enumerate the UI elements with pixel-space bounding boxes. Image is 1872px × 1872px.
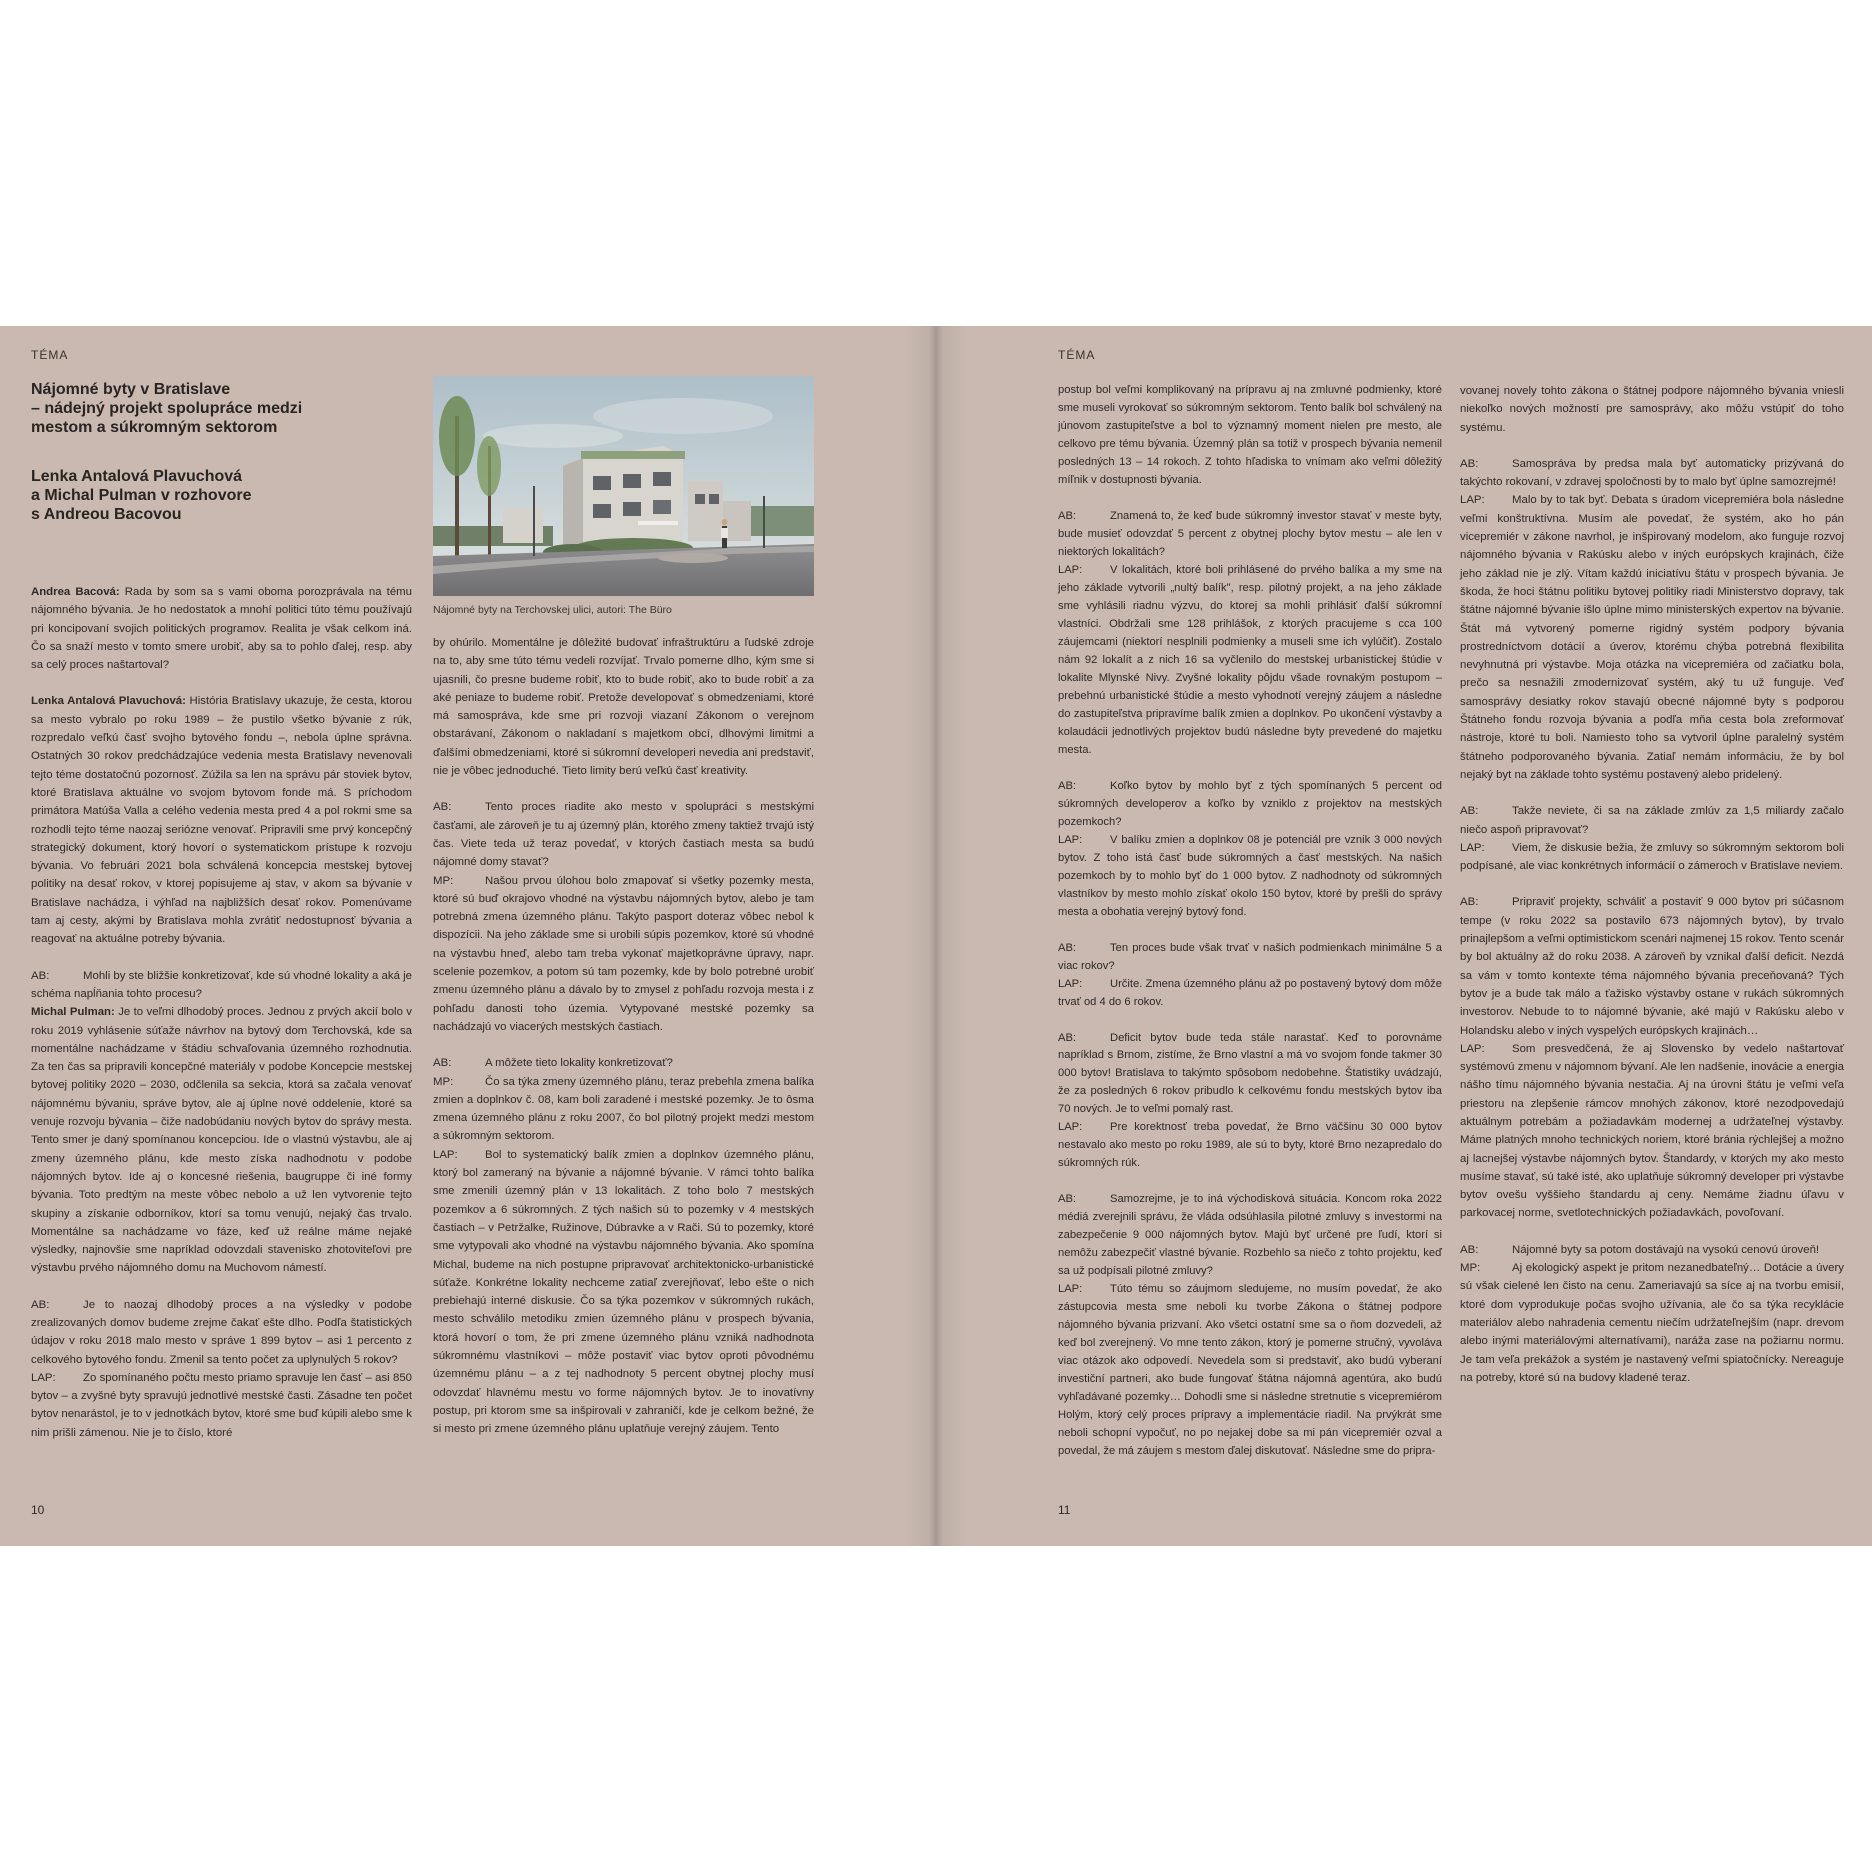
article-title-line: mestom a súkromným sektorom xyxy=(31,419,278,436)
author-line: s Andreou Bacovou xyxy=(31,506,182,523)
speaker-tag: AB: xyxy=(1058,1193,1077,1206)
interview-paragraph xyxy=(1058,940,1442,1012)
interview-paragraph xyxy=(433,1054,814,1438)
interview-paragraph xyxy=(1460,1241,1844,1387)
paragraph-text: Rada by som sa s vami oboma porozprávala na tému nájomného bývania. Je ho nedostatok a mnohí politici túto tému používajú pri koncipovaní svojich politických programov. Realita je však celkom iná. Čo sa snaží mesto v tomto smere urobiť, aby sa to pohlo ďalej, resp. aby sa celý proces naštartoval? xyxy=(31,586,412,672)
paragraph-text: V balíku zmien a doplnkov 08 je potenciál pre vznik 3 000 nových bytov. Z toho istá časť bude súkromných a časť mestských. Na našich pozemkoch by to mohlo byť do 1 000 bytov. Z nadhodnoty od súkromných vlastníkov by mesto mohlo získať okolo 150 bytov, ktoré by prešli do správy mesta a obohatia verejný bytový fond. xyxy=(1058,833,1442,918)
text-column xyxy=(1058,382,1442,1479)
paragraph-text: História Bratislavy ukazuje, že cesta, ktorou sa mesto vybralo po roku 1989 – že pustilo všetko bývanie z rúk, rozpredalo veľkú časť svojho bytového fondu –, nebola úplne správna. Ostatných 30 rokov predchádzajúce vedenia mesta Bratislavy nevenovali tejto téme dostatočnú pozornosť. Zúžila sa len na správu pár stoviek bytov, ktoré Bratislava aktuálne vo svojom bytovom fonde má. S príchodom primátora Matúša Valla a celého vedenia mesta pred 4 a pol rokmi sme sa rozhodli tejto téme naozaj seriózne venovať. Pripravili sme prvý koncepčný strategický dokument, ktorý hovorí o systematickom prístupe k rozvoju bývania. Vo februári 2021 bola schválená koncepcia mestskej bytovej politiky na desať rokov, v ktorej popisujeme aj stav, v akom sa bývanie v Bratislave nachádza, i výhľad na najbližších desať rokov. Pomenúvame tam aj cesty, akými by Bratislava mohla zvrátiť nedostupnosť bývania a reagovať na aktuálne potreby bývania. xyxy=(31,695,412,946)
paragraph-text: Túto tému so záujmom sledujeme, no musím povedať, že ako zástupcovia mesta sme neboli ku tvorbe Zákona o štátnej podpore nájomného bývania prizvaní. Ako všetci ostatní sme sa o ňom dozvedeli, až keď bol zverejnený. Vo mne tento zákon, ktorý je pomerne stručný, vyvoláva viac otázok ako odpovedí. Nevedela som si predstaviť, ako budú vyberaní investiční partneri, ako bude fungovať štátna nájomná agentúra, ako budú vyhľadávané pozemky… Dohodli sme si následne stretnutie s vicepremiérom Holým, ktorý celý proces prípravy a implementácie riadil. Na prvýkrát sme neboli schopní vypočuť, no po nejakej dobe sa mi pán vicepremiér ozval a povedal, že má záujem s mestom ďalej diskutovať. Následne sme do pripra- xyxy=(1058,1283,1442,1458)
speaker-tag: LAP: xyxy=(1058,1121,1083,1134)
interview-paragraph xyxy=(1058,1030,1442,1174)
text-column xyxy=(1460,382,1844,1405)
paragraph-text: Samospráva by predsa mala byť automaticky prizývaná do takýchto rokovaní, v zdravej spoločnosti by to malo byť úplne samozrejmé! xyxy=(1460,457,1844,489)
paragraph-text: Takže neviete, či sa na základe zmlúv za 1,5 miliardy začalo niečo aspoň pripravovať? xyxy=(1460,805,1844,836)
interview-paragraph xyxy=(31,692,412,948)
paragraph-text: Som presvedčená, že aj Slovensko by vedelo naštartovať systémovú zmenu v nájomnom bývaní. Ale len nadšenie, inovácie a energia nášho tímu nájomného bývania nestačia. Aj na úrovni štátu je veľmi veľa priestoru na zlepšenie rámcov mnohých zákonov, ktoré nezodpovedajú aktuálnym potrebám a požiadavkám modernej a udržateľnej výstavby. Máme platných mnoho technických noriem, ktoré bránia rýchlejšej a možno aj lacnejšej výstavbe nájomných bytov. Štandardy, v ktorých my ako mesto musíme stavať, sú také isté, ako uplatňuje súkromný developer pri výstavbe bytov ovešu vyššieho štandardu aj ceny. Nemáme žiadnu úľavu v parkovacej norme, svetlotechnických požiadavkách, povoľovaní. xyxy=(1460,1042,1844,1220)
speaker-name: Lenka Antalová Plavuchová: xyxy=(31,695,186,708)
interview-paragraph xyxy=(31,1296,412,1442)
speaker-tag: AB: xyxy=(31,969,50,982)
interview-paragraph xyxy=(1460,802,1844,875)
speaker-name: Michal Pulman: xyxy=(31,1006,115,1019)
speaker-tag: LAP: xyxy=(1058,977,1083,990)
speaker-name: Andrea Bacová: xyxy=(31,586,120,598)
interview-paragraph xyxy=(31,967,412,1278)
speaker-tag: LAP: xyxy=(1460,841,1485,854)
speaker-tag: AB: xyxy=(31,1298,50,1311)
interview-paragraph xyxy=(31,583,412,674)
article-authors xyxy=(31,467,386,524)
interview-paragraph xyxy=(433,798,814,1036)
article-title-block xyxy=(31,380,386,524)
paragraph-text: Deficit bytov bude teda stále narastať. Keď to porovnáme napríklad s Brnom, zistíme, že Brno vlastní a má vo svojom fonde takmer 30 000 bytov! Bratislava to takýmto spôsobom nedobehne. Štatistiky uvádzajú, že za posledných 6 rokov pribudlo k celkovému fondu mestských bytov iba 70 nových. Je to veľmi pomalý rast. xyxy=(1058,1031,1442,1116)
speaker-tag: LAP: xyxy=(1058,1283,1083,1296)
speaker-tag: AB: xyxy=(1460,457,1479,470)
paragraph-text: Viem, že diskusie bežia, že zmluvy so súkromným sektorom boli podpísané, ale viac konkrétnych informácií o zámeroch v Bratislave neviem. xyxy=(1460,841,1844,873)
paragraph-text: Je to naozaj dlhodobý proces a na výsledky v podobe zrealizovaných domov budeme zrejme čakať ešte dlho. Podľa štatistických údajov v roku 2018 malo mesto v správe 1 899 bytov – asi 1 percento z celkového bytového fondu. Zmenil sa tento počet za uplynulých 5 rokov? xyxy=(31,1298,412,1366)
speaker-tag: MP: xyxy=(1460,1262,1481,1275)
article-photo xyxy=(433,376,814,596)
paragraph-text: vovanej novely tohto zákona o štátnej podpore nájomného bývania vniesli niekoľko nových možností pre samosprávy, ako môžu vstúpiť do toho systému. xyxy=(1460,385,1844,434)
speaker-tag: LAP: xyxy=(433,1148,458,1161)
paragraph-text: Mohli by ste bližšie konkretizovať, kde sú vhodné lokality a aká je schéma napĺňania tohto procesu? xyxy=(31,969,412,1000)
paragraph-text: Zo spomínaného počtu mesto priamo spravuje len časť – asi 850 bytov – a zvyšné byty spravujú jednotlivé mestské časti. Zásadne ten počet bytov nenarástol, je to v jednotkách bytov, ktoré sme buď kúpili alebo sme k nim prišli zámenou. Nie je to číslo, ktoré xyxy=(31,1371,412,1439)
interview-paragraph xyxy=(433,634,814,780)
author-line: a Michal Pulman v rozhovore xyxy=(31,487,252,504)
section-label: TÉMA xyxy=(1058,348,1096,362)
interview-paragraph xyxy=(1460,893,1844,1222)
interview-paragraph xyxy=(1058,382,1442,490)
paragraph-text: Aj ekologický aspekt je pritom nezanedbateľný… Dotácie a úvery sú však cielené len čisto na cenu. Zameriavajú sa síce aj na tvorbu emisií, ktoré dom vyprodukuje počas svojho užívania, ale čo sa týka recyklácie materiálov alebo nahradenia cementu niečím udržateľnejším (napr. drevom alebo inými materiálovými alternatívami), naráža zase na požiarnu normu. Je tam veľa prekážok a systém je nastavený veľmi spiatočnícky. Nereaguje na potreby, ktoré sú na budovy kladené teraz. xyxy=(1460,1262,1844,1384)
paragraph-text: V lokalitách, ktoré boli prihlásené do prvého balíka a my sme na jeho základe vytvorili „nultý balík", resp. pilotný projekt, a na jeho základe sme vyhlásili riadnu výzvu, do ktorej sa mohli prihlásiť ďalší súkromní vlastníci. Obdržali sme 128 prihlášok, z ktorých pracujeme s cca 100 záujemcami (niektorí nesplnili podmienky a museli sme ich vylúčiť). Zostalo nám 92 lokalít a z nich 16 sa vyčlenilo do mestskej urbanistickej štúdie v lokalite Mlynské Nivy. Zvyšné lokality pôjdu všade rovnakým postupom – prebehnú urbanistické štúdie a mesto vyhodnotí verejný záujem a následne do zastupiteľstva pripravíme balík zmien a doplnkov. Po ukončení výstavby a kolaudácii jednotlivých projektov budú následne byty prevedené do majetku mesta. xyxy=(1058,563,1442,756)
speaker-tag: AB: xyxy=(1460,805,1479,818)
speaker-tag: AB: xyxy=(1058,941,1077,954)
article-title-line: Nájomné byty v Bratislave xyxy=(31,381,231,398)
paragraph-text: Tento proces riadite ako mesto v spolupráci s mestskými časťami, ale zároveň je tu aj územný plán, ktorého zmeny taktiež trvajú istý čas. Viete teda už teraz povedať, v ktorých častiach mesta sa budú nájomné domy stavať? xyxy=(433,801,814,869)
section-label: TÉMA xyxy=(31,348,69,362)
speaker-tag: AB: xyxy=(1460,1243,1479,1256)
author-line: Lenka Antalová Plavuchová xyxy=(31,468,243,485)
paragraph-text: Je to veľmi dlhodobý proces. Jednou z prvých akcií bolo v roku 2019 vyhlásenie súťaže návrhov na bytový dom Terchovská, kde sa momentálne nachádzame v štádiu schvaľovania územného rozhodnutia. Za ten čas sa pripravili koncepčné materiály v podobe Koncepcie mestskej bytovej politiky 2020 – 2030, odčlenila sa sekcia, ktorá sa začala venovať nájomnému bývaniu, správe bytov, ale aj úplne nové oddelenie, ktoré sa venuje rozvoju bývania – čiže nadobúdaniu nových bytov do správy mesta. Tento smer je daný spomínanou koncepciou. Ide o vlastnú výstavbu, ale aj zmeny územného plánu, kde mesto získa nadhodnotu v podobe nájomných bytov. Ide aj o koncesné riešenia, baugruppe či iné formy bývania. Toto predtým na meste vôbec nebolo a už len vytvorenie tejto skupiny a získanie odborníkov, ktorí sa tomu venujú, nejaký čas trvalo. Momentálne sa nachádzame vo fáze, keď už reálne máme nejaké výsledky, najnovšie sme napríklad odovzdali stavenisko zhotoviteľovi pre výstavbu prvého nájomného domu na Muchovom námestí. xyxy=(31,1006,413,1275)
interview-paragraph xyxy=(1058,778,1442,922)
left-page xyxy=(0,326,936,1546)
paragraph-text: Pre korektnosť treba povedať, že Brno väčšinu 30 000 bytov nestavalo ako mesto po roku 1989, ale sú to byty, ktoré Brno nezapredalo do súkromných rúk. xyxy=(1058,1121,1442,1170)
text-column xyxy=(31,583,412,1460)
page-number: 10 xyxy=(31,1503,45,1517)
paragraph-text: Nájomné byty sa potom dostávajú na vysokú cenovú úroveň! xyxy=(1512,1243,1820,1256)
paragraph-text: by ohúrilo. Momentálne je dôležité budovať infraštruktúru a ľudské zdroje na to, aby sme túto tému vedeli rozvíjať. Trvalo pomerne dlho, kým sme si ujasnili, čo presne budeme robiť, kto to bude robiť, ako to bude robiť a za aké peniaze to budeme robiť. Pretože developovať s obmedzeniami, ktoré má samospráva, kde sme pri rozvoji viazaní Zákonom o verejnom obstarávaní, Zákonom o nakladaní s majetkom obcí, dlhovými limitmi a ďalšími obmedzeniami, ktoré si súkromní developeri nevedia ani predstaviť, nie je vôbec jednoduché. Tieto limity berú veľkú časť kreativity. xyxy=(433,637,815,778)
article-title-line: – nádejný projekt spolupráce medzi xyxy=(31,400,303,417)
speaker-tag: LAP: xyxy=(1058,563,1083,576)
page-number: 11 xyxy=(1058,1503,1071,1517)
speaker-tag: LAP: xyxy=(1460,1042,1485,1055)
paragraph-text: postup bol veľmi komplikovaný na prípravu aj na zmluvné podmienky, ktoré sme museli vyrokovať so súkromným sektorom. Tento balík bol schválený na júnovom zastupiteľstve a bol to významný moment nielen pre mesto, ale celkovo pre tému bývania. Územný plán sa totiž v prospech bývania nemenil posledných 13 – 14 rokoch. Z tohto hľadiska to vnímam ako veľmi dôležitý míľnik v dostupnosti bývania. xyxy=(1058,384,1442,486)
speaker-tag: LAP: xyxy=(1460,494,1485,507)
speaker-tag: LAP: xyxy=(1058,833,1083,846)
paragraph-text: Určite. Zmena územného plánu až po postavený bytový dom môže trvať od 4 do 6 rokov. xyxy=(1058,977,1442,1008)
magazine-spread xyxy=(0,326,1872,1546)
speaker-tag: AB: xyxy=(1058,1031,1077,1044)
paragraph-text: Čo sa týka zmeny územného plánu, teraz prebehla zmena balíka zmien a doplnkov č. 08, kam boli zaradené i mestské pozemky. Je to ôsma zmena územného plánu z roku 2007, čo bol pilotný projekt medzi mestom a súkromným sektorom. xyxy=(433,1075,814,1143)
speaker-tag: LAP: xyxy=(31,1371,56,1384)
right-page xyxy=(936,326,1872,1546)
paragraph-text: Znamená to, že keď bude súkromný investor stavať v meste byty, bude musieť odovzdať 5 percent z obytnej plochy bytov mestu – ale len v niektorých lokalitách? xyxy=(1058,509,1442,558)
paragraph-text: Ten proces bude však trvať v našich podmienkach minimálne 5 a viac rokov? xyxy=(1058,941,1442,972)
text-column xyxy=(433,634,814,1456)
speaker-tag: AB: xyxy=(1460,896,1479,909)
paragraph-text: A môžete tieto lokality konkretizovať? xyxy=(485,1057,673,1070)
speaker-tag: AB: xyxy=(433,1057,452,1070)
speaker-tag: AB: xyxy=(1058,779,1077,792)
interview-paragraph xyxy=(1460,455,1844,784)
paragraph-text: Koľko bytov by mohlo byť z tých spomínaných 5 percent od súkromných developerov a koľko by vzniklo z projektov na mestských pozemkoch? xyxy=(1058,779,1442,828)
interview-paragraph xyxy=(1058,508,1442,760)
paragraph-text: Samozrejme, je to iná východisková situácia. Koncom roka 2022 médiá zverejnili správu, že vláda odsúhlasila pilotné zmluvy s investormi na zabezpečenie 9 000 nájomných bytov. Majú byť určené pre ľudí, ktorí si nemôžu zabezpečiť vlastné bývanie. Rozbehlo sa niečo z tohto projektu, keď sa už podpísali pilotné zmluvy? xyxy=(1058,1193,1442,1278)
paragraph-text: Bol to systematický balík zmien a doplnkov územného plánu, ktorý bol zameraný na bývanie a nájomné bývanie. V rámci tohto balíka sme zmenili územný plán v 13 lokalitách. Z toho bolo 7 mestských pozemkov a 6 súkromných. Z tých našich sú to pozemky v 4 mestských častiach – v Petržalke, Ružinove, Dúbravke a v Rači. Sú to pozemky, ktoré sme vytypovali ako vhodné na výstavbu nájomného bývania. Ako spomína Michal, budeme na nich postupne pripravovať architektonicko-urbanistické súťaže. Konkrétne lokality nechceme zatiaľ zverejňovať, lebo ešte o nich prebiehajú interné diskusie. Čo sa týka pozemkov v súkromných rukách, mesto schválilo metodiku zmien územného plánu v prospech bývania, ktorá hovorí o tom, že pri zmene územného plánu vzniká nadhodnota súkromnému vlastníkovi – môže postaviť viac bytov oproti pôvodnému územnému plánu – a z tej nadhodnoty 5 percent obytnej plochy musí odovzdať hlavnému mestu vo forme nájomných bytov. Je to inovatívny postup, pri ktorom sme sa inšpirovali v zahraničí, kde je celkom bežné, že si mesto pri zmene územného plánu uplatňuje verejný záujem. Tento xyxy=(433,1148,814,1436)
paragraph-text: Našou prvou úlohou bolo zmapovať si všetky pozemky mesta, ktoré sú buď okrajovo vhodné na výstavbu nájomných bytov, alebo je tam potrebná zmena územného plánu. Takýto pasport doteraz vôbec nebol k dispozícii. Na jeho základe sme si urobili súpis pozemkov, ktoré sú vhodné na výstavbu hneď, alebo tam treba vykonať majetkoprávne úpravy, napr. scelenie pozemkov, a potom sú tam pozemky, kde by bolo potrebné urobiť zmenu územného plánu a dávalo by to zmysel z pohľadu rozvoja mesta i z pohľadu danosti toho územia. Vytypované mestské pozemky sa nachádzajú vo viacerých mestských častiach. xyxy=(433,874,814,1033)
interview-paragraph xyxy=(1058,1191,1442,1461)
interview-paragraph xyxy=(1460,382,1844,437)
paragraph-text: Malo by to tak byť. Debata s úradom vicepremiéra bola následne veľmi konštruktívna. Musím ale povedať, že systém, ako ho pán vicepremiér v zákone navrhol, je inšpirovaný modelom, ako funguje rozvoj nájomného bývania v Rakúsku alebo v iných európskych krajinách, čiže jeho základ nie je zlý. Vítam každú iniciatívu štátu v prospech bývania. Je škoda, že hoci štátnu politiku bytovej politiky riadi Ministerstvo dopravy, tak štátne nájomné bývanie išlo úplne mimo ministerských expertov na bývanie. Štát má vytvorený pomerne rigidný systém podpory bývania prostredníctvom dotácií a úverov, ktorému chýba potrebná flexibilita nevyhnutná pri výstavbe. Moja otázka na vicepremiéra od začiatku bola, prečo sa nesnažili zmodernizovať systém, aký tu už funguje. Veď samosprávy desiatky rokov stavajú obecné nájomné byty s podporou Štátneho fondu rozvoja bývania a podľa mňa cesta bola zreformovať nástroje, ktoré tu boli. Namiesto toho sa vytvoril úplne paralelný systém štátneho podporovaného bývania. Zatiaľ nemám informáciu, že by bol nejaký byt na základe tohto systému postavený alebo pridelený. xyxy=(1460,494,1844,781)
photo-caption: Nájomné byty na Terchovskej ulici, autori: The Büro xyxy=(433,604,672,616)
speaker-tag: MP: xyxy=(433,1075,454,1088)
speaker-tag: MP: xyxy=(433,874,454,887)
speaker-tag: AB: xyxy=(1058,509,1077,522)
speaker-tag: AB: xyxy=(433,801,452,814)
paragraph-text: Pripraviť projekty, schváliť a postaviť 9 000 bytov pri súčasnom tempe (v roku 2022 sa postavilo 673 nájomných bytov), by trvalo prinajlepšom a veľmi optimistickom scenári najmenej 15 rokov. Tento scenár by bol aktuálny až do roku 2038. A zároveň by vznikal ďalší deficit. Nezdá sa vám v tomto kontexte téma nájomného bývania preceňovaná? Tých bytov je a bude tak málo a ťažisko výstavby ostane v rukách súkromných investorov. Nebude to to nájomné bývanie, aké majú v Rakúsku alebo v Holandsku alebo v iných vyspelých európskych krajinách… xyxy=(1460,896,1844,1037)
